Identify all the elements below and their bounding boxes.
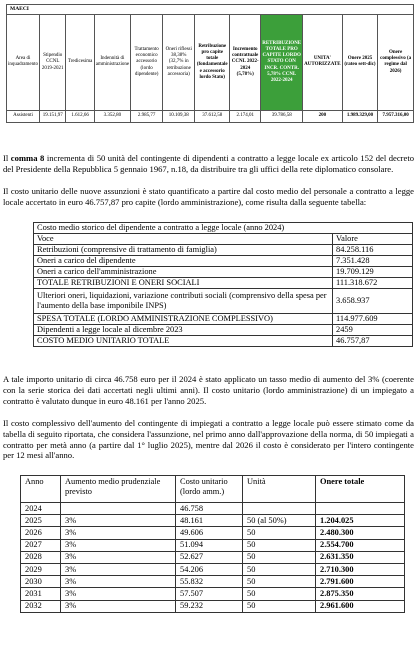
table-caption: Costo medio storico del dipendente a contratto a legge locale (anno 2024) — [34, 223, 413, 234]
year-cell: 2028 — [21, 551, 61, 563]
row-label: Oneri a carico dell'amministrazione — [34, 267, 333, 278]
ministry-row — [7, 5, 414, 15]
row-value: 84.258.116 — [333, 245, 413, 256]
units-cell: 50 — [243, 576, 316, 588]
units-cell — [243, 503, 316, 515]
header-cell-highlight: RETRIBUZIONE TOTALE PRO CAPITE LORDO STATO CON INCR. CONTR. 5,78% CCNL 2022-2024 — [261, 14, 303, 110]
table-cell: 200 — [303, 110, 343, 122]
row-label: SPESA TOTALE (LORDO AMMINISTRAZIONE COMPLESSIVO) — [34, 314, 333, 325]
table-row — [21, 600, 405, 612]
table-cell: 1.612,66 — [66, 110, 94, 122]
unit-cost-cell: 48.161 — [176, 515, 243, 527]
table-row — [21, 503, 405, 515]
table-row — [21, 515, 405, 527]
unit-cost-cell: 49.606 — [176, 527, 243, 539]
paragraph-prefix: Il — [3, 153, 11, 163]
personnel-cost-table — [6, 4, 414, 123]
paragraph-increase-rate: A tale importo unitario di circa 46.758 euro per il 2024 è stato applicato un tasso medio di aumento del 3% (coerente con la serie storica dei dati accertati negli ultimi anni). Il costo unitario (lordo amministrazione) di un impiegato a contratto è valutato dunque in euro 48.161 per l'anno 2025. — [3, 374, 414, 406]
paragraph-unit-cost: Il costo unitario delle nuove assunzioni è stato quantificato a partire dal costo medio del personale a contratto a legge locale accertato in euro 46.757,87 pro capite (lordo amministrazione), come risulta dalla seguente tabella: — [3, 186, 414, 207]
table-row — [34, 278, 413, 289]
table-cell: Assistenti — [7, 110, 40, 122]
total-cell: 2.875.350 — [316, 588, 405, 600]
header-cell: Area di inquadramento — [7, 14, 40, 110]
rate-cell — [61, 503, 176, 515]
table-cell: 10.109,38 — [163, 110, 195, 122]
header-row — [7, 14, 414, 110]
table-cell: 7.957.316,00 — [378, 110, 414, 122]
unit-cost-cell: 51.094 — [176, 539, 243, 551]
row-value: 3.658.937 — [333, 289, 413, 314]
table-row — [34, 289, 413, 314]
year-cell: 2029 — [21, 563, 61, 575]
paragraph-total-cost: Il costo complessivo dell'aumento del contingente di impiegati a contratto a legge locale può essere stimato come da tabella di seguito riportata, che considera l'assunzione, nel primo anno dall'approvazione della norma, di 50 impiegati a contratto per metà anno (a partire dal 1° luglio 2025), mentre dal 2026 il costo è considerato per l'intero contingente per 12 mesi all'anno. — [3, 418, 414, 461]
rate-cell: 3% — [61, 576, 176, 588]
table-header-row — [21, 476, 405, 503]
year-cell: 2025 — [21, 515, 61, 527]
table-cell: 3.352,80 — [94, 110, 130, 122]
total-cell: 2.791.600 — [316, 576, 405, 588]
units-cell: 50 — [243, 588, 316, 600]
rate-cell: 3% — [61, 588, 176, 600]
table-row — [21, 527, 405, 539]
column-header: Costo unitario (lordo amm.) — [176, 476, 243, 503]
table-cell: 2.985,77 — [131, 110, 163, 122]
column-header: Anno — [21, 476, 61, 503]
table-row — [34, 336, 413, 347]
year-cell: 2027 — [21, 539, 61, 551]
column-header: Onere totale — [316, 476, 405, 503]
total-cell: 2.480.300 — [316, 527, 405, 539]
header-cell: Oneri riflessi 38,38% (32,7% in retribuzione accessoria) — [163, 14, 195, 110]
row-value: 114.977.609 — [333, 314, 413, 325]
total-cell: 2.554.700 — [316, 539, 405, 551]
row-value: 19.709.129 — [333, 267, 413, 278]
table-row — [21, 588, 405, 600]
rate-cell: 3% — [61, 515, 176, 527]
paragraph-body: incrementa di 50 unità del contingente di dipendenti a contratto a legge locale ex articolo 152 del decreto del Presidente della Repubblica 5 gennaio 1967, n.18, da distribuire tra gli uffici della rete diplomatico consolare. — [3, 153, 415, 174]
column-header-voce: Voce — [34, 234, 333, 245]
year-cell: 2026 — [21, 527, 61, 539]
table-caption-row — [34, 223, 413, 234]
paragraph-lead-bold: comma 8 — [10, 153, 45, 163]
year-cell: 2024 — [21, 503, 61, 515]
column-header-valore: Valore — [333, 234, 413, 245]
header-cell: Onere complessivo (a regime dal 2026) — [378, 14, 414, 110]
table-row — [34, 256, 413, 267]
year-cell: 2030 — [21, 576, 61, 588]
total-cell: 1.204.025 — [316, 515, 405, 527]
table-header-row — [34, 234, 413, 245]
table-cell: 1.989.329,00 — [342, 110, 378, 122]
row-label: Retribuzioni (comprensive di trattamento di famiglia) — [34, 245, 333, 256]
cost-projection-table — [20, 475, 405, 613]
header-cell: Trattamento economico accessorio (lordo dipendente) — [131, 14, 163, 110]
unit-cost-cell: 52.627 — [176, 551, 243, 563]
total-cell: 2.710.300 — [316, 563, 405, 575]
average-cost-table — [33, 222, 413, 347]
units-cell: 50 — [243, 527, 316, 539]
units-cell: 50 — [243, 563, 316, 575]
row-label: Oneri a carico del dipendente — [34, 256, 333, 267]
rate-cell: 3% — [61, 527, 176, 539]
unit-cost-cell: 54.206 — [176, 563, 243, 575]
units-cell: 50 — [243, 539, 316, 551]
row-value: 2459 — [333, 325, 413, 336]
table-row — [7, 110, 414, 122]
table-row — [34, 267, 413, 278]
table-cell: 2.174,01 — [230, 110, 261, 122]
units-cell: 50 (al 50%) — [243, 515, 316, 527]
unit-cost-cell: 59.232 — [176, 600, 243, 612]
rate-cell: 3% — [61, 551, 176, 563]
row-value: 111.318.672 — [333, 278, 413, 289]
units-cell: 50 — [243, 551, 316, 563]
row-label: Dipendenti a legge locale al dicembre 2023 — [34, 325, 333, 336]
row-value: 7.351.428 — [333, 256, 413, 267]
row-label: Ulteriori oneri, liquidazioni, variazione contributi sociali (comprensivo della spesa per l'aumento della base imponibile INPS) — [34, 289, 333, 314]
unit-cost-cell: 57.507 — [176, 588, 243, 600]
table-row — [21, 539, 405, 551]
table-row — [21, 551, 405, 563]
header-cell: Retribuzione pro capite totale (fondamentale e accessorio lordo Stato) — [195, 14, 230, 110]
table-row — [21, 576, 405, 588]
table-row — [34, 245, 413, 256]
table-row — [21, 563, 405, 575]
row-label: COSTO MEDIO UNITARIO TOTALE — [34, 336, 333, 347]
table-cell: 37.612,58 — [195, 110, 230, 122]
row-label: TOTALE RETRIBUZIONI E ONERI SOCIALI — [34, 278, 333, 289]
rate-cell: 3% — [61, 563, 176, 575]
unit-cost-cell: 46.758 — [176, 503, 243, 515]
header-cell: Tredicesima — [66, 14, 94, 110]
column-header: Aumento medio prudenziale previsto — [61, 476, 176, 503]
header-cell: UNITA' AUTORIZZATE — [303, 14, 343, 110]
total-cell — [316, 503, 405, 515]
header-cell: Incremento contrattuale CCNL 2022-2024 (5,78%) — [230, 14, 261, 110]
table-row — [34, 325, 413, 336]
table-row — [34, 314, 413, 325]
column-header: Unità — [243, 476, 316, 503]
year-cell: 2032 — [21, 600, 61, 612]
paragraph-comma-8 — [3, 153, 414, 175]
header-cell: Onere 2025 (rateo sett-dic) — [342, 14, 378, 110]
header-cell: Indennità di amministrazione — [94, 14, 130, 110]
table-cell: 39.786,58 — [261, 110, 303, 122]
rate-cell: 3% — [61, 539, 176, 551]
header-cell: Stipendio CCNL 2019-2021 — [39, 14, 66, 110]
table-cell: 19.151,97 — [39, 110, 66, 122]
row-value: 46.757,87 — [333, 336, 413, 347]
total-cell: 2.631.350 — [316, 551, 405, 563]
units-cell: 50 — [243, 600, 316, 612]
unit-cost-cell: 55.832 — [176, 576, 243, 588]
year-cell: 2031 — [21, 588, 61, 600]
total-cell: 2.961.600 — [316, 600, 405, 612]
ministry-label: MAECI — [7, 5, 414, 15]
rate-cell: 3% — [61, 600, 176, 612]
